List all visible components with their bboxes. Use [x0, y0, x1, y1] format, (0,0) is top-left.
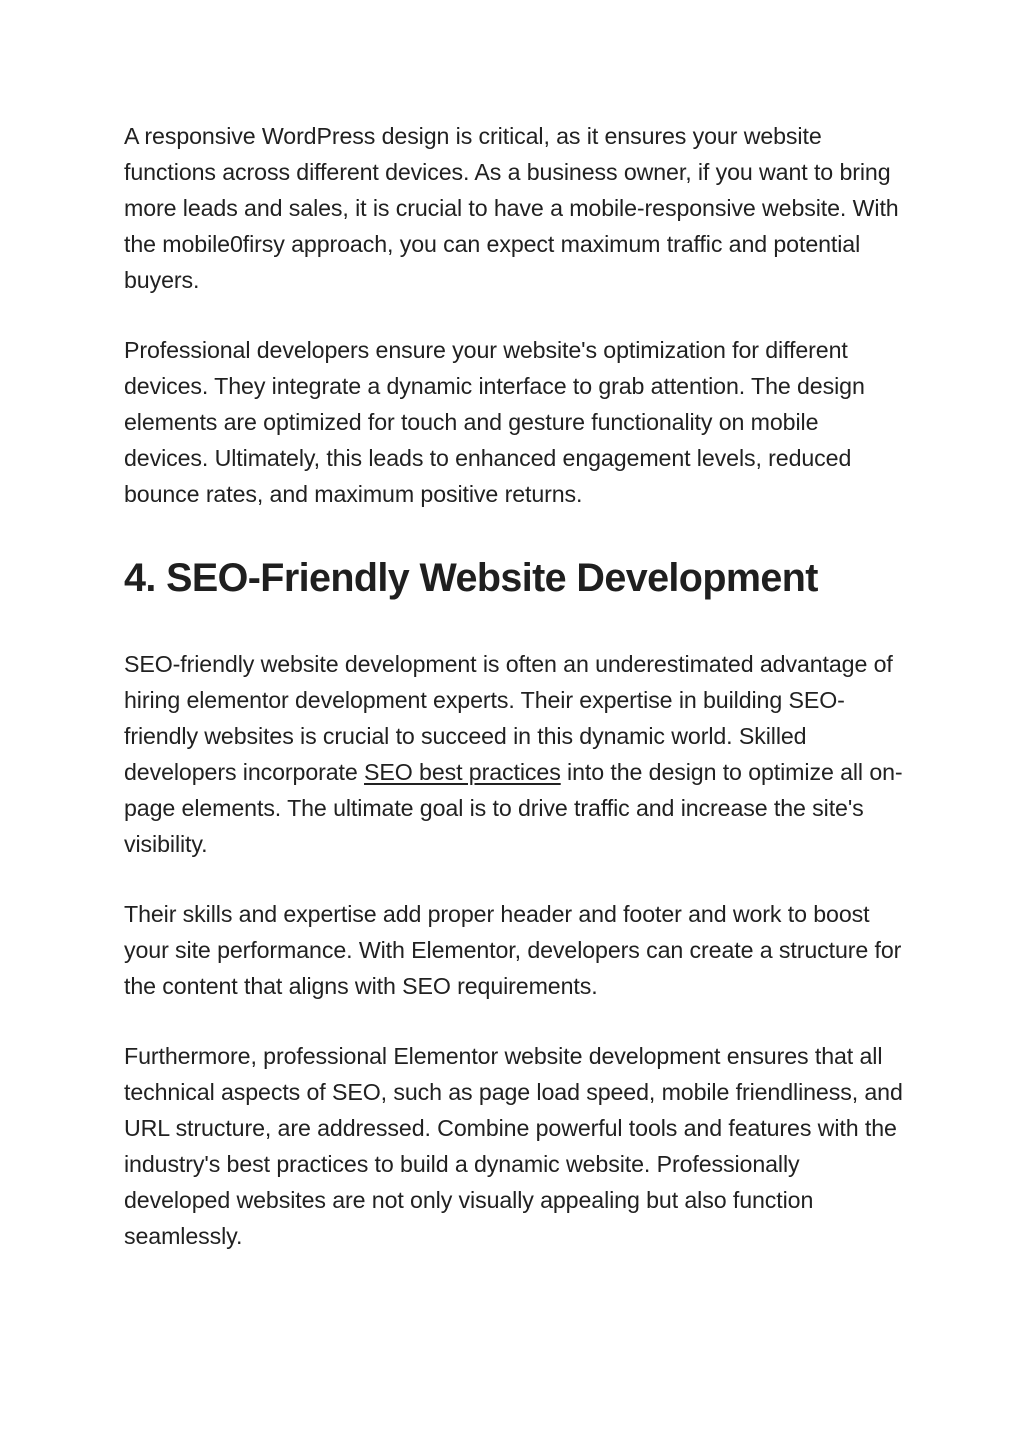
paragraph-professional-developers: Professional developers ensure your website's optimization for different devices. They integrate a dynamic interface to grab attention. The design elements are optimized for touch and gesture functionality on mobile devices. Ultimately, this leads to enhanced engagement levels, reduced bounce rates, and maximum positive returns. — [124, 337, 865, 507]
seo-best-practices-link[interactable]: SEO best practices — [364, 759, 561, 785]
section-heading: 4. SEO-Friendly Website Development — [124, 556, 818, 600]
paragraph-seo-text-end: into the design to optimize all on-page elements. The ultimate goal is to drive traffic and increase the site's visibility. — [124, 759, 903, 857]
paragraph-seo-text-start: SEO-friendly website development is often an underestimated advantage of hiring elementor development experts. Their expertise in building SEO-friendly websites is crucial to succeed in this dynamic world. Skilled developers incorporate — [124, 651, 893, 785]
paragraph-technical-aspects: Furthermore, professional Elementor website development ensures that all technical aspects of SEO, such as page load speed, mobile friendliness, and URL structure, are addressed. Combine powerful tools and features with the industry's best practices to build a dynamic website. Professionally developed websites are not only visually appealing but also function seamlessly. — [124, 1043, 903, 1249]
document-page — [124, 118, 904, 1254]
paragraph-skills-expertise: Their skills and expertise add proper header and footer and work to boost your site performance. With Elementor, developers can create a structure for the content that aligns with SEO requirements. — [124, 901, 902, 999]
paragraph-seo-friendly — [124, 646, 904, 862]
paragraph-responsive-design: A responsive WordPress design is critical, as it ensures your website functions across different devices. As a business owner, if you want to bring more leads and sales, it is crucial to have a mobile-responsive website. With the mobile0firsy approach, you can expect maximum traffic and potential buyers. — [124, 123, 899, 293]
